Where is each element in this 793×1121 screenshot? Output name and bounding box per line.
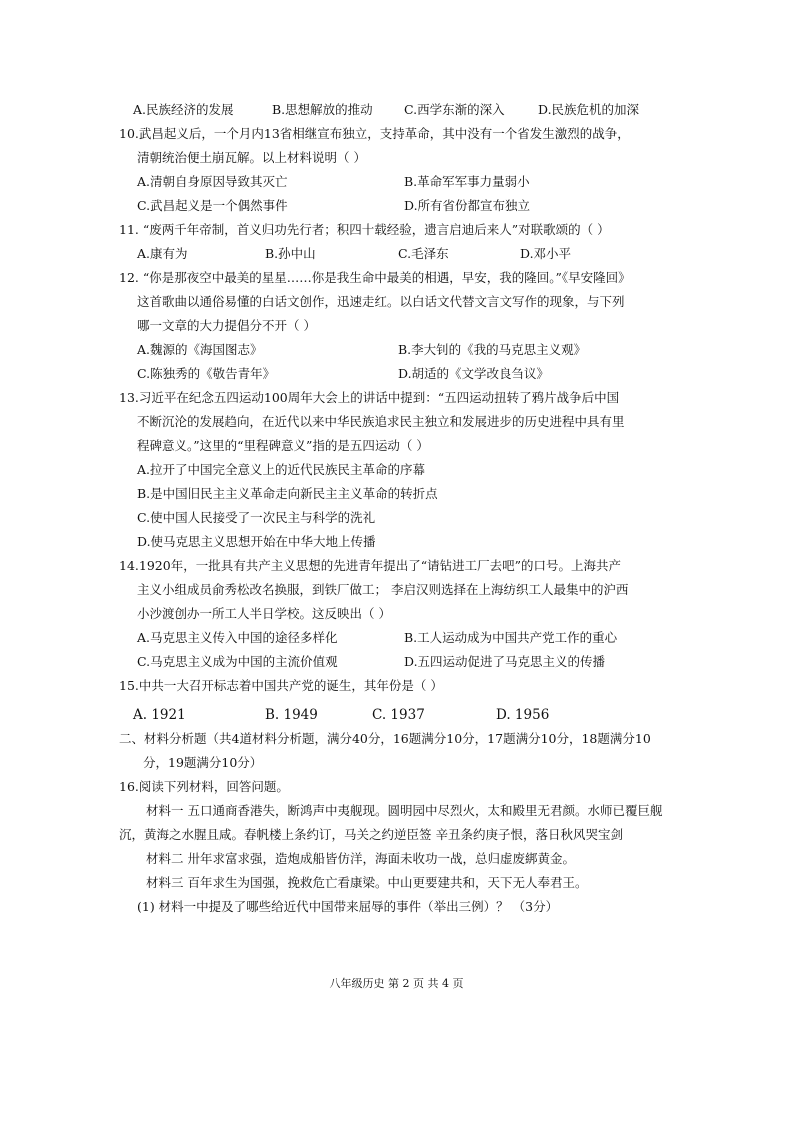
q10-option-d: D.所有省份都宣布独立 bbox=[404, 198, 531, 213]
q16-material2: 材料二 卅年求富求强，造炮成船皆仿洋，海面未收功一战，总归虚废綁黄金。 bbox=[146, 851, 575, 866]
q12-option-b: B.李大钊的《我的马克思主义观》 bbox=[398, 342, 587, 357]
option-d: D.民族危机的加深 bbox=[538, 102, 640, 117]
q10-stem-line2: 清朝统治便土崩瓦解。以上材料说明（ ） bbox=[137, 150, 366, 165]
option-b: B.思想解放的推动 bbox=[272, 102, 373, 117]
q14-option-b: B.工人运动成为中国共产党工作的重心 bbox=[404, 630, 618, 645]
q15-option-b: B. 1949 bbox=[265, 707, 318, 723]
q12-options-row1 bbox=[0, 340, 793, 360]
q15-option-a: A. 1921 bbox=[133, 707, 186, 723]
q14-option-a: A.马克思主义传入中国的途径多样化 bbox=[137, 630, 338, 645]
q12-option-a: A.魏源的《海国图志》 bbox=[137, 342, 263, 357]
q12-stem-line1: 12. “你是那夜空中最美的星星……你是我生命中最美的相遇，早安，我的隆回。”《早安隆回》 bbox=[119, 270, 631, 285]
q12-stem-line2: 这首歌曲以通俗易懂的白话文创作，迅速走红。以白话文代替文言文写作的现象，与下列 bbox=[137, 294, 625, 309]
q11-options bbox=[0, 244, 793, 264]
q10-option-a: A.清朝自身原因导致其灭亡 bbox=[137, 174, 288, 189]
section2-heading-line2: 分，19题满分10分） bbox=[143, 755, 263, 770]
q16-material1-line2: 沉，黄海之水腥且咸。春帆楼上条约订，马关之约逆臣签 辛丑条约庚子恨，落日秋风哭宝剑 bbox=[119, 827, 623, 842]
q13-stem-line2: 不断沉沦的发展趋向，在近代以来中华民族追求民主独立和发展进步的历史进程中具有里 bbox=[137, 414, 625, 429]
q10-option-c: C.武昌起义是一个偶然事件 bbox=[137, 198, 288, 213]
top-options bbox=[0, 100, 793, 120]
q11-option-d: D.邓小平 bbox=[520, 246, 572, 261]
q12-option-d: D.胡适的《文学改良刍议》 bbox=[398, 366, 550, 381]
q10-options-row2 bbox=[0, 196, 793, 216]
q14-stem-line3: 小沙渡创办一所工人半日学校。这反映出（ ） bbox=[137, 606, 391, 621]
q12-options-row2 bbox=[0, 364, 793, 384]
q16-material1-line1: 材料一 五口通商香港失，断鸿声中夷舰现。圆明园中尽烈火，太和殿里无君颜。水师已覆巨舰 bbox=[146, 803, 663, 818]
q13-option-d: D.使马克思主义思想开始在中华大地上传播 bbox=[137, 534, 376, 549]
q13-stem-line3: 程碑意义。”这里的“里程碑意义”指的是五四运动（ ） bbox=[137, 438, 429, 453]
q11-option-a: A.康有为 bbox=[137, 246, 188, 261]
q11-option-b: B.孙中山 bbox=[265, 246, 316, 261]
q12-stem-line3: 哪一文章的大力提倡分不开（ ） bbox=[137, 318, 316, 333]
q13-option-b: B.是中国旧民主主义革命走向新民主主义革命的转折点 bbox=[137, 486, 438, 501]
q16-intro: 16.阅读下列材料，回答问题。 bbox=[119, 779, 289, 794]
q14-options-row1 bbox=[0, 628, 793, 648]
q14-option-d: D.五四运动促进了马克思主义的传播 bbox=[404, 654, 606, 669]
option-a: A.民族经济的发展 bbox=[133, 102, 234, 117]
q10-option-b: B.革命军军事力量弱小 bbox=[404, 174, 530, 189]
q15-stem: 15.中共一大召开标志着中国共产党的诞生，其年份是（ ） bbox=[119, 678, 443, 693]
q12-option-c: C.陈独秀的《敬告青年》 bbox=[137, 366, 276, 381]
q14-options-row2 bbox=[0, 652, 793, 672]
page-footer: 八年级历史 第 2 页 共 4 页 bbox=[329, 977, 464, 990]
q16-subquestion-1: (1) 材料一中提及了哪些给近代中国带来屈辱的事件（举出三例）？ （3分） bbox=[137, 899, 559, 914]
q13-option-a: A.拉开了中国完全意义上的近代民族民主革命的序幕 bbox=[137, 462, 426, 477]
option-c: C.西学东渐的深入 bbox=[404, 102, 505, 117]
q14-stem-line1: 14.1920年，一批具有共产主义思想的先进青年提出了“请钻进工厂去吧”的口号。上海共产 bbox=[119, 558, 621, 573]
q11-stem: 11. “废两千年帝制，首义归功先行者；积四十载经验，遗言启迪后来人”对联歌颂的（ ） bbox=[119, 222, 610, 237]
q15-option-d: D. 1956 bbox=[496, 707, 550, 723]
q11-option-c: C.毛泽东 bbox=[398, 246, 449, 261]
q10-stem-line1: 10.武昌起义后，一个月内13省相继宣布独立，支持革命，其中没有一个省发生激烈的战争， bbox=[119, 126, 630, 141]
q15-option-c: C. 1937 bbox=[372, 707, 425, 723]
q15-options bbox=[0, 705, 793, 725]
q13-option-c: C.使中国人民接受了一次民主与科学的洗礼 bbox=[137, 510, 376, 525]
q14-option-c: C.马克思主义成为中国的主流价值观 bbox=[137, 654, 338, 669]
section2-heading-line1: 二、材料分析题（共4道材料分析题，满分40分，16题满分10分，17题满分10分，18题满分10 bbox=[119, 731, 651, 746]
q16-material3: 材料三 百年求生为国强，挽救危亡看康梁。中山更要建共和，天下无人奉君王。 bbox=[146, 875, 588, 890]
q13-stem-line1: 13.习近平在纪念五四运动100周年大会上的讲话中提到：“五四运动扭转了鸦片战争后中国 bbox=[119, 390, 620, 405]
q10-options-row1 bbox=[0, 172, 793, 192]
q14-stem-line2: 主义小组成员俞秀松改名换服，到铁厂做工； 李启汉则选择在上海纺织工人最集中的沪西 bbox=[137, 582, 629, 597]
